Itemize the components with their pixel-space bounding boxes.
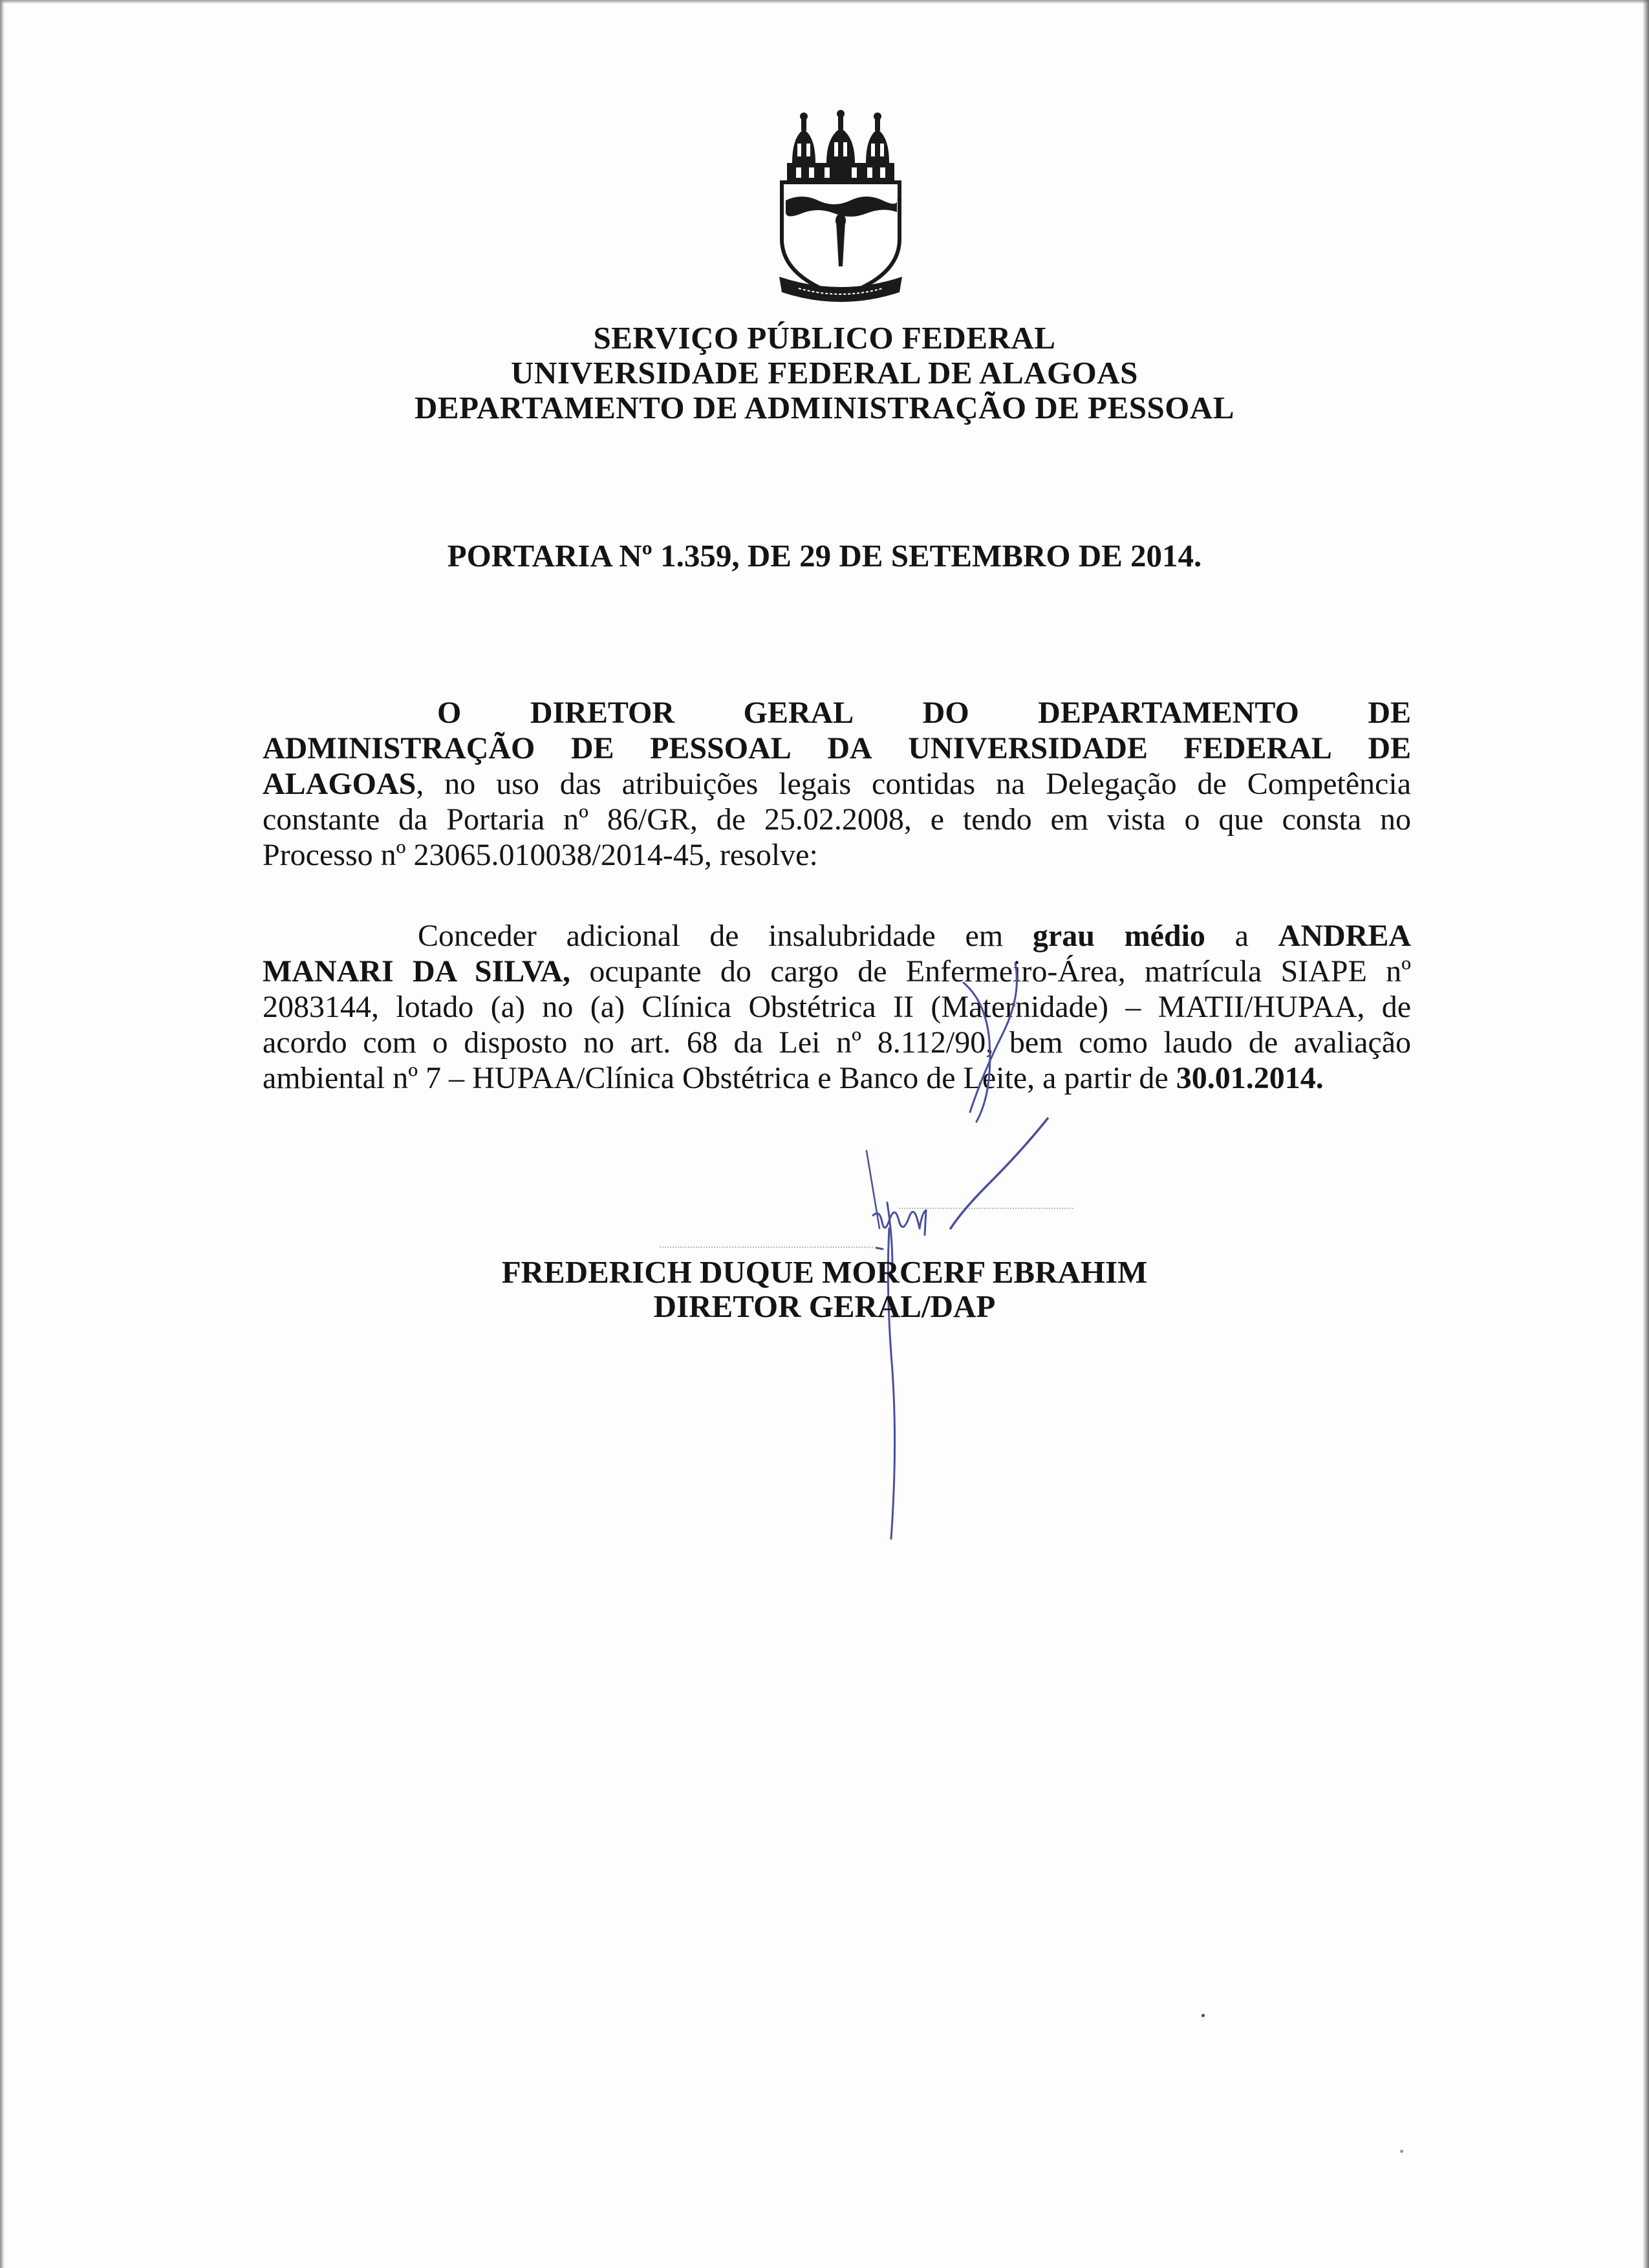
preamble-line-4: constante da Portaria nº 86/GR, de 25.02.2008, e tendo em vista o que consta no bbox=[263, 802, 1411, 837]
preamble-line-5: Processo nº 23065.010038/2014-45, resolve: bbox=[263, 838, 818, 872]
header-line-university: UNIVERSIDADE FEDERAL DE ALAGOAS bbox=[511, 355, 1138, 390]
word: DE bbox=[1368, 731, 1411, 765]
word: GERAL bbox=[743, 696, 854, 730]
preamble-line-3 bbox=[263, 766, 1411, 802]
word: O bbox=[437, 696, 462, 730]
word: PESSOAL bbox=[650, 731, 792, 765]
word: DE bbox=[1368, 696, 1411, 730]
text: ocupante do cargo de Enfermeiro-Área, matrícula SIAPE nº bbox=[570, 954, 1411, 989]
header-line-federal-service: SERVIÇO PÚBLICO FEDERAL bbox=[593, 320, 1056, 356]
preamble-line-2 bbox=[263, 731, 1411, 766]
scan-speck bbox=[1202, 2014, 1205, 2017]
word: DO bbox=[922, 696, 969, 730]
preamble-line-1 bbox=[263, 695, 1411, 731]
bold-text: MANARI DA SILVA, bbox=[263, 954, 571, 989]
signatory-block bbox=[0, 1255, 1649, 1323]
word: UNIVERSIDADE bbox=[908, 731, 1148, 765]
text: Conceder adicional de insalubridade em bbox=[418, 919, 1033, 953]
text: ambiental nº 7 – HUPAA/Clínica Obstétrica e Banco de Leite, a partir de bbox=[263, 1061, 1176, 1095]
word: DEPARTAMENTO bbox=[1038, 696, 1299, 730]
scan-speck bbox=[1400, 2150, 1403, 2153]
resolution-line-4: acordo com o disposto no art. 68 da Lei nº 8.112/90, bem como laudo de avaliação bbox=[263, 1025, 1411, 1060]
bold-text: 30.01.2014. bbox=[1176, 1061, 1324, 1095]
bold-text: grau médio bbox=[1032, 919, 1205, 953]
preamble-paragraph bbox=[263, 695, 1411, 873]
text: , no uso das atribuições legais contidas na Delegação de Competência bbox=[416, 767, 1411, 801]
signatory-role: DIRETOR GERAL/DAP bbox=[653, 1289, 996, 1324]
word: DA bbox=[827, 731, 872, 765]
word: DE bbox=[570, 731, 614, 765]
scan-edge-top bbox=[0, 0, 1649, 4]
resolution-line-1 bbox=[263, 918, 1411, 954]
word: FEDERAL bbox=[1183, 731, 1332, 765]
word: ADMINISTRAÇÃO bbox=[263, 731, 535, 765]
document-header bbox=[0, 321, 1649, 425]
word: DIRETOR bbox=[530, 696, 674, 730]
text: a bbox=[1205, 919, 1278, 953]
resolution-line-3: 2083144, lotado (a) no (a) Clínica Obstétrica II (Maternidade) – MATII/HUPAA, de bbox=[263, 990, 1411, 1024]
bold-text: ALAGOAS bbox=[263, 767, 416, 801]
portaria-title: PORTARIA Nº 1.359, DE 29 DE SETEMBRO DE 2014. bbox=[447, 538, 1202, 573]
bold-text: ANDREA bbox=[1278, 919, 1411, 953]
university-crest-logo bbox=[773, 103, 909, 317]
header-line-department: DEPARTAMENTO DE ADMINISTRAÇÃO DE PESSOAL bbox=[415, 390, 1234, 425]
signatory-name: FREDERICH DUQUE MORCERF EBRAHIM bbox=[501, 1254, 1148, 1290]
